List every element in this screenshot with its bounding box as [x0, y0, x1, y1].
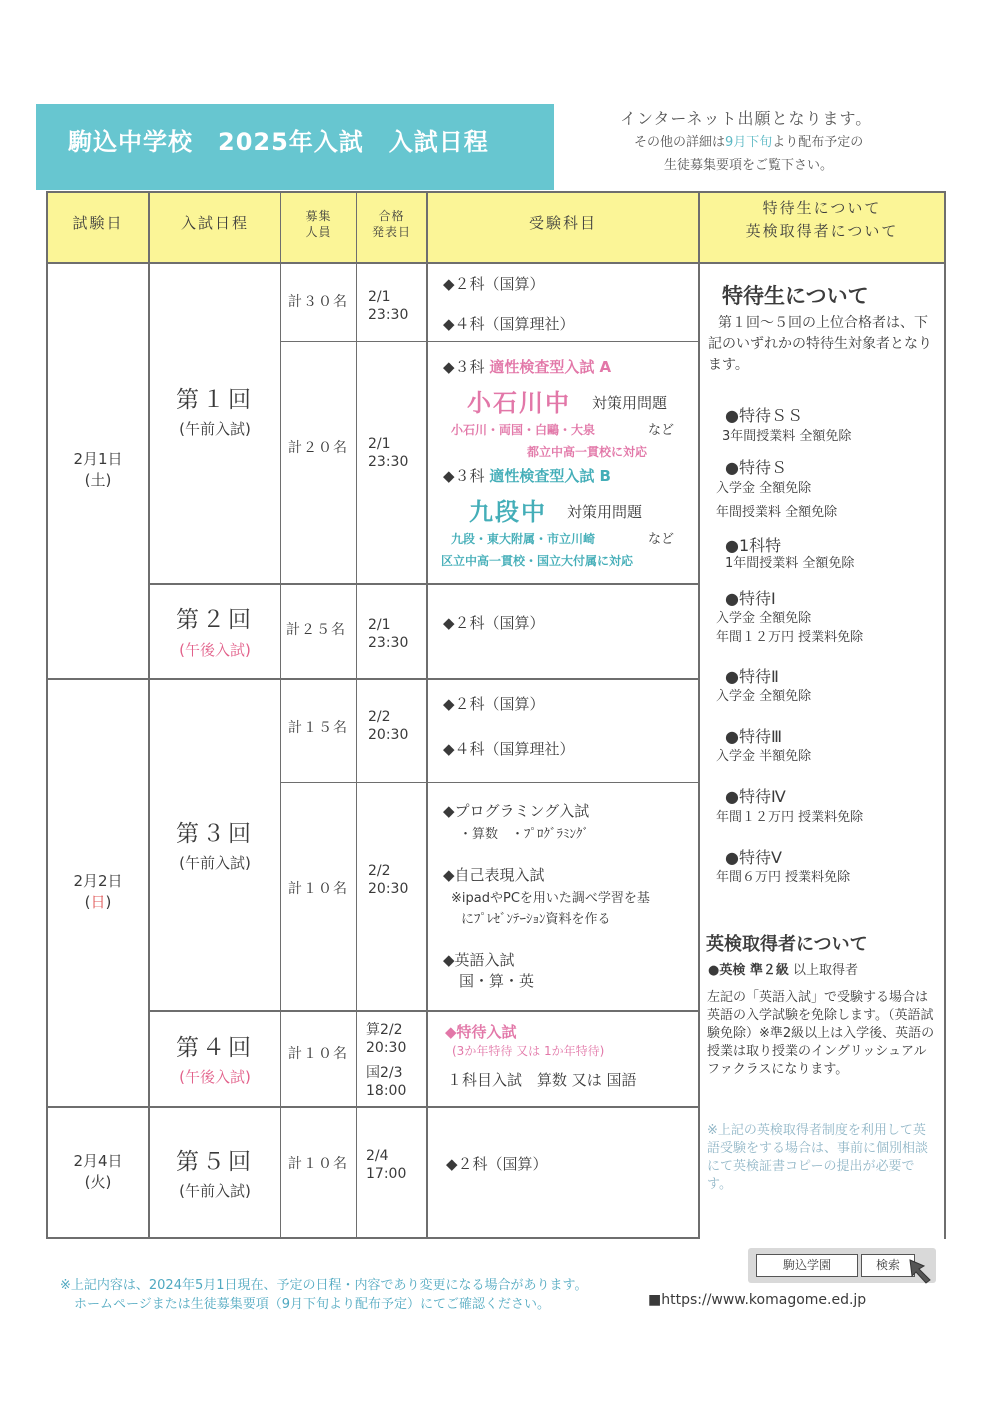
website-url[interactable]: ■https://www.komagome.ed.jp	[648, 1292, 867, 1308]
tier-1-detail-2: 年間１２万円 授業料免除	[716, 630, 864, 645]
date-paren: (	[84, 893, 91, 911]
result-2	[368, 616, 408, 652]
footer-note-1: ※上記内容は、2024年5月1日現在、予定の日程・内容であり変更になる場合があります。	[60, 1278, 588, 1293]
grid-line	[280, 191, 281, 1239]
grid-line	[698, 191, 700, 1239]
capacity-1a: 計３０名	[288, 294, 348, 310]
page-title: 駒込中学校 2025年入試 入試日程	[68, 128, 489, 156]
subject-4-special: ◆特待入試	[445, 1023, 517, 1041]
round-3: 第３回	[176, 821, 254, 847]
result-4-math	[366, 1021, 406, 1057]
grid-line	[46, 191, 48, 1239]
subject-type-a: 適性検査型入試 A	[489, 358, 612, 376]
title-banner	[36, 104, 554, 190]
result-1a	[368, 288, 408, 324]
tier-3-detail: 入学金 半額免除	[716, 749, 812, 764]
capacity-2: 計２５名	[286, 622, 346, 638]
date-text: 2月1日	[73, 450, 123, 468]
special-intro: 第１回～５回の上位合格者は、下記のいずれかの特待生対象者となります。	[708, 315, 932, 373]
header-exam-date: 試験日	[72, 214, 124, 232]
target-school-kudan: 九段中	[469, 498, 547, 526]
grid-line	[280, 341, 698, 342]
result-time: 20:30	[368, 881, 409, 897]
result-time: 18:00	[366, 1083, 407, 1099]
subject-2-two: ◆２科（国算）	[443, 614, 545, 632]
header-result-line: 合格	[378, 209, 405, 223]
result-time: 23:30	[368, 635, 409, 651]
grid-line	[148, 1010, 700, 1012]
grid-line	[46, 191, 946, 193]
header-special-line: 特待生について	[762, 199, 882, 217]
subject-3b-self-detail-1: ※ipadやPCを用いた調べ学習を基	[451, 891, 650, 906]
tier-one-subject-name: ●1科特	[725, 536, 782, 555]
tier-s-detail-2: 年間授業料 全額免除	[716, 505, 838, 520]
header-result	[357, 208, 426, 240]
search-button[interactable]: 検索	[861, 1254, 915, 1277]
round-4: 第４回	[176, 1035, 254, 1061]
eiken-grade: ●英検 準２級	[708, 963, 789, 978]
result-time: 20:30	[366, 1040, 407, 1056]
subject-3a-two: ◆２科（国算）	[443, 695, 545, 713]
header-result-line: 発表日	[371, 225, 411, 239]
tier-ss-name: ●特待ＳＳ	[725, 406, 803, 425]
grid-line	[46, 1237, 700, 1239]
subject-1c-taisaku: 対策用問題	[567, 503, 643, 521]
subject-3b-programming: ◆プログラミング入試	[443, 802, 590, 820]
round-3-type: (午前入試)	[179, 854, 251, 872]
grid-line	[148, 583, 700, 585]
tier-2-name: ●特待Ⅱ	[725, 667, 779, 686]
capacity-5: 計１０名	[288, 1156, 348, 1172]
note-text: その他の詳細は	[634, 135, 726, 150]
capacity-3b: 計１０名	[288, 881, 348, 897]
tier-3-name: ●特待Ⅲ	[725, 727, 782, 746]
result-3b	[368, 862, 408, 898]
note-line-1: インターネット出願となります。	[620, 109, 873, 128]
note-line-3: 生徒募集要項をご覧下さい。	[664, 158, 834, 173]
subject-3b-self-detail-2: にﾌﾟﾚｾﾞﾝﾃｰｼｮﾝ資料を作る	[461, 912, 611, 927]
tier-5-detail: 年間６万円 授業料免除	[716, 870, 851, 885]
result-time: 23:30	[368, 454, 409, 470]
date-paren: )	[105, 893, 112, 911]
tier-s-name: ●特待Ｓ	[725, 458, 787, 477]
eiken-body: 左記の「英語入試」で受験する場合は英語の入学試験を免除します。（英語試験免除）※準2級以上は入学後、英語の授業は取り授業のイングリッシュアルファクラスになります。	[707, 990, 935, 1077]
grid-line	[46, 262, 946, 264]
tier-5-name: ●特待Ⅴ	[725, 848, 782, 867]
search-term[interactable]: 駒込学園	[756, 1254, 858, 1277]
subject-5-two: ◆２科（国算）	[446, 1155, 548, 1173]
subject-1c-header	[443, 465, 611, 486]
subject-4-one-subject: １科目入試 算数 又は 国語	[447, 1071, 637, 1089]
round-2: 第２回	[176, 607, 254, 633]
subject-3b-english: ◆英語入試	[443, 951, 515, 969]
tier-2-detail: 入学金 全額免除	[716, 689, 812, 704]
subject-1b-schools: 小石川・両国・白鷗・大泉	[451, 423, 596, 437]
result-date: 2/2	[368, 709, 391, 725]
eiken-subheading	[708, 962, 858, 980]
result-date: 国2/3	[366, 1065, 403, 1081]
cursor-arrow-icon	[908, 1258, 938, 1284]
eiken-note: ※上記の英検取得者制度を利用して英語受験をする場合は、事前に個別相談にて英検証書コピーの提出が必要です。	[707, 1123, 929, 1192]
tier-4-detail: 年間１２万円 授業料免除	[716, 810, 864, 825]
round-2-type: (午後入試)	[179, 641, 251, 659]
grid-line	[426, 191, 428, 1239]
header-capacity-line: 人員	[305, 225, 332, 239]
result-4-japanese	[366, 1064, 406, 1100]
note-line-2	[634, 131, 863, 150]
result-1b	[368, 435, 408, 471]
date-sunday: 日	[90, 893, 106, 911]
header-schedule: 入試日程	[180, 214, 249, 232]
subject-3b-english-detail: 国・算・英	[459, 972, 535, 990]
subject-3b-self-expression: ◆自己表現入試	[443, 866, 545, 884]
round-1-type: (午前入試)	[179, 420, 251, 438]
round-5-type: (午前入試)	[179, 1182, 251, 1200]
tier-1-name: ●特待Ⅰ	[725, 589, 776, 608]
result-5	[366, 1147, 406, 1183]
header-capacity	[281, 208, 356, 240]
result-date: 2/1	[368, 289, 391, 305]
subject-type-b: 適性検査型入試 B	[489, 467, 611, 485]
search-box	[748, 1248, 936, 1283]
eiken-heading: 英検取得者について	[706, 934, 868, 955]
round-4-type: (午後入試)	[179, 1068, 251, 1086]
date-text: 2月2日	[73, 872, 123, 890]
date-day: (火)	[84, 1173, 112, 1191]
eiken-grade-suffix: 以上取得者	[793, 963, 859, 978]
header-special-line: 英検取得者について	[745, 222, 899, 240]
result-date: 2/2	[368, 863, 391, 879]
result-date: 算2/2	[366, 1022, 403, 1038]
subject-1b-coverage: 都立中高一貫校に対応	[527, 445, 648, 459]
special-heading: 特待生について	[722, 284, 869, 308]
result-time: 17:00	[366, 1166, 407, 1182]
result-date: 2/1	[368, 436, 391, 452]
date-day: (土)	[84, 471, 112, 489]
subject-1a-four: ◆４科（国算理社）	[443, 315, 575, 333]
grid-line	[46, 1106, 700, 1108]
subject-4-special-detail: (3か年特待 又は 1か年特待)	[452, 1044, 605, 1058]
header-subjects: 受験科目	[528, 214, 597, 232]
round-5: 第５回	[176, 1149, 254, 1175]
tier-s-detail-1: 入学金 全額免除	[716, 481, 812, 496]
result-date: 2/1	[368, 617, 391, 633]
result-time: 23:30	[368, 307, 409, 323]
tier-1-detail-1: 入学金 全額免除	[716, 611, 812, 626]
subject-count: ◆３科	[443, 467, 485, 485]
capacity-1b: 計２０名	[288, 440, 348, 456]
date-day	[48, 892, 148, 913]
note-text: より配布予定の	[772, 135, 864, 150]
note-highlight: 9月下旬	[725, 135, 773, 150]
exam-date-feb1	[48, 449, 148, 491]
tier-one-subject-detail: 1年間授業料 全額免除	[725, 556, 855, 571]
round-1: 第１回	[176, 387, 254, 413]
grid-line	[280, 782, 698, 783]
subject-1c-coverage: 区立中高一貫校・国立大付属に対応	[441, 554, 634, 568]
tier-4-name: ●特待Ⅳ	[725, 787, 786, 806]
exam-date-feb4	[48, 1151, 148, 1193]
result-time: 20:30	[368, 727, 409, 743]
capacity-3a: 計１５名	[288, 720, 348, 736]
grid-line	[356, 191, 357, 1239]
subject-1b-nado: など	[648, 423, 675, 438]
date-text: 2月4日	[73, 1152, 123, 1170]
subject-1b-taisaku: 対策用問題	[592, 394, 668, 412]
header-capacity-line: 募集	[305, 209, 332, 223]
subject-1c-nado: など	[648, 532, 675, 547]
header-special	[700, 197, 944, 243]
subject-count: ◆３科	[443, 358, 485, 376]
result-3a	[368, 708, 408, 744]
subject-3b-programming-detail: ・算数 ・ﾌﾟﾛｸﾞﾗﾐﾝｸﾞ	[459, 827, 590, 842]
subject-3a-four: ◆４科（国算理社）	[443, 740, 575, 758]
grid-line	[46, 678, 700, 680]
target-school-koishikawa: 小石川中	[467, 389, 571, 417]
subject-1a-two: ◆２科（国算）	[443, 275, 545, 293]
result-date: 2/4	[366, 1148, 389, 1164]
exam-date-feb2	[48, 871, 148, 913]
tier-ss-detail: 3年間授業料 全額免除	[722, 429, 852, 444]
capacity-4: 計１０名	[288, 1046, 348, 1062]
grid-line	[944, 191, 946, 1239]
subject-1b-header	[443, 356, 611, 377]
footer-note-2: ホームページまたは生徒募集要項（9月下旬より配布予定）にてご確認ください。	[74, 1297, 551, 1312]
subject-1c-schools: 九段・東大附属・市立川崎	[451, 532, 596, 546]
